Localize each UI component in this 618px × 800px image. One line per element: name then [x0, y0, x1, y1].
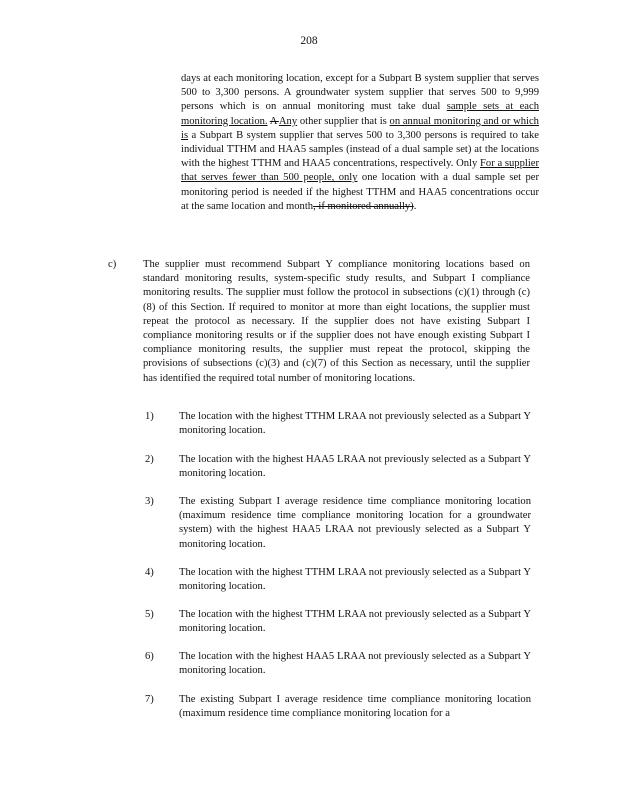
continuation-paragraph: [181, 72, 539, 214]
inserted-text: For a supplier that serves fewer than 500 people, only: [181, 158, 539, 184]
item-text: The location with the highest HAA5 LRAA not previously selected as a Subpart Y monitoring location.: [179, 651, 531, 677]
section-c-label: c): [108, 259, 117, 270]
item-text: The location with the highest TTHM LRAA not previously selected as a Subpart Y monitoring location.: [179, 609, 531, 635]
item-text: The location with the highest TTHM LRAA not previously selected as a Subpart Y monitoring location.: [179, 411, 531, 437]
text-run: .: [413, 200, 417, 212]
inserted-text: sample sets at each monitoring location.: [181, 101, 539, 127]
item-number: 6): [145, 651, 154, 662]
deleted-text: A: [269, 115, 279, 127]
item-number: 1): [145, 411, 154, 422]
text-run: a Subpart B system supplier that serves 500 to 3,300 persons is required to take individual TTHM and HAA5 samples (instead of a dual sample set) at the locations with the highest TTHM and HAA5 concentrations, respectively. Only: [181, 129, 539, 170]
text-run: other supplier that is: [297, 115, 390, 127]
item-number: 5): [145, 609, 154, 620]
item-text: The existing Subpart I average residence time compliance monitoring location (maximum residence time compliance monitoring location for a: [179, 694, 531, 720]
item-number: 4): [145, 567, 154, 578]
item-text: The location with the highest TTHM LRAA not previously selected as a Subpart Y monitoring location.: [179, 567, 531, 593]
text-run: days at each monitoring location, except for a Subpart B system supplier that serves 500 to 3,300 persons. A groundwater system supplier that serves 500 to 9,999 persons which is on annual monitoring must take dual: [181, 73, 539, 113]
inserted-text: on annual monitoring and or which is: [181, 115, 539, 141]
section-c-paragraph: The supplier must recommend Subpart Y compliance monitoring locations based on standard monitoring results, system-specific study results, and Subpart I compliance monitoring results. The supplier must follow the protocol in subsections (c)(1) through (c)(8) of this Section. If required to monitor at more than eight locations, the supplier must repeat the protocol as necessary. If the supplier does not have existing Subpart I compliance monitoring results or if the supplier does not have enough existing Subpart I compliance monitoring results, the supplier must repeat the protocol, skipping the provisions of subsections (c)(3) and (c)(7) of this Section as necessary, until the supplier has identified the required total number of monitoring locations.: [143, 259, 530, 384]
page-number: 208: [300, 35, 318, 47]
item-number: 2): [145, 454, 154, 465]
deleted-text: , if monitored annually): [313, 200, 414, 212]
item-text: The location with the highest HAA5 LRAA not previously selected as a Subpart Y monitoring location.: [179, 454, 531, 480]
item-number: 7): [145, 694, 154, 705]
inserted-text: Any: [278, 115, 298, 127]
item-text: The existing Subpart I average residence time compliance monitoring location (maximum residence time compliance monitoring location for a groundwater system) with the highest HAA5 LRAA not previously selected as a Subpart Y monitoring location.: [179, 496, 531, 550]
item-number: 3): [145, 496, 154, 507]
text-run: one location with a dual sample set per monitoring period is needed if the highest TTHM and HAA5 concentrations occur at the same location and month: [181, 172, 539, 212]
